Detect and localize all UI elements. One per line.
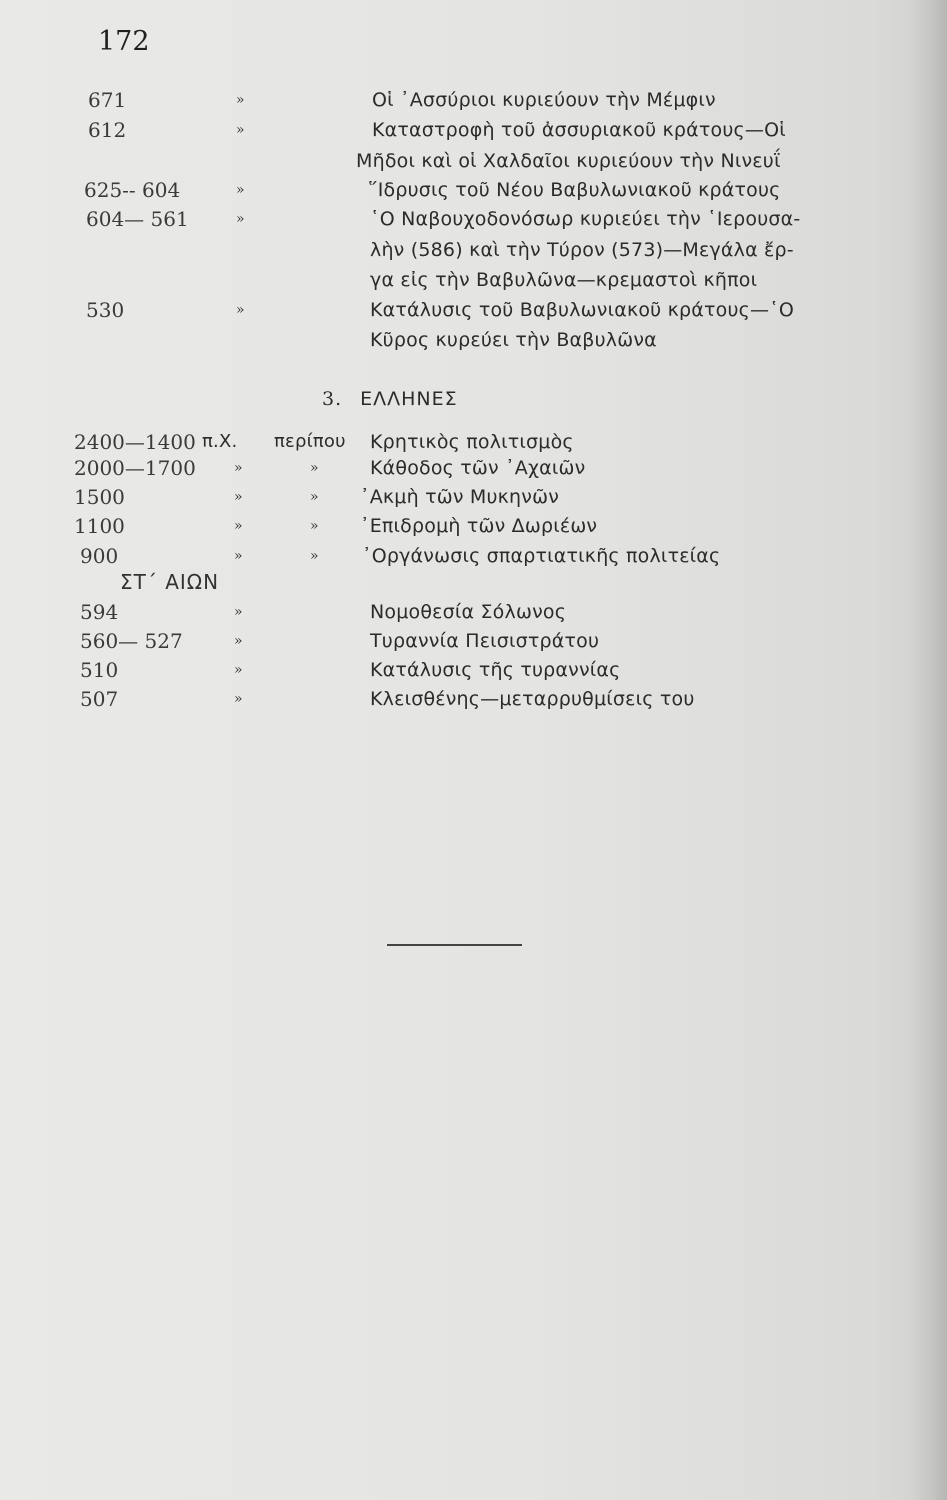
ditto-mark: » [310, 518, 319, 534]
entry-text: Κλεισθένης—μεταρρυθμίσεις του [370, 688, 695, 710]
entry-date: 1500 [74, 485, 125, 509]
ditto-mark: » [236, 302, 245, 318]
entry-text: Τυραννία Πεισιστράτου [370, 630, 600, 652]
timeline-entry [0, 118, 947, 148]
entry-continuation [0, 328, 947, 358]
entry-date: 510 [80, 658, 119, 682]
ditto-mark: » [234, 662, 243, 678]
timeline-entry [0, 207, 947, 237]
end-rule-divider [387, 944, 522, 946]
entry-text: ᾿Οργάνωσις σπαρτιατικῆς πολιτείας [362, 545, 721, 567]
ditto-mark: » [310, 548, 319, 564]
section-heading [322, 388, 458, 410]
timeline-entry [0, 298, 947, 328]
entry-text: Κατάλυσις τῆς τυραννίας [370, 659, 621, 681]
section-number: 3. [322, 388, 343, 410]
section-title: ΕΛΛΗΝΕΣ [360, 388, 458, 410]
entry-date: 1100 [74, 514, 125, 538]
entry-text: Κατάλυσις τοῦ Βαβυλωνιακοῦ κράτους—῾Ο [370, 299, 795, 321]
entry-text: Κρητικὸς πολιτισμὸς [370, 431, 574, 453]
entry-text: Νομοθεσία Σόλωνος [370, 601, 567, 623]
ditto-mark: » [234, 489, 243, 505]
ditto-mark: » [236, 211, 245, 227]
timeline-entry [0, 514, 947, 544]
entry-text: Καταστροφὴ τοῦ ἀσσυριακοῦ κράτους—Οἱ [372, 119, 786, 141]
timeline-entry [0, 658, 947, 688]
ditto-mark: » [234, 691, 243, 707]
entry-text: γα εἰς τὴν Βαβυλῶνα—κρεμαστοὶ κῆποι [370, 269, 758, 291]
entry-text: ᾿Επιδρομὴ τῶν Δωριέων [360, 515, 598, 537]
entry-text: λὴν (586) καὶ τὴν Τύρον (573)—Μεγάλα ἔρ- [370, 239, 794, 261]
entry-date: 671 [88, 88, 127, 112]
entry-date: 604— 561 [86, 207, 189, 231]
entry-continuation [0, 238, 947, 268]
ditto-mark: » [234, 460, 243, 476]
timeline-entry [0, 485, 947, 515]
entry-text: ῞Ιδρυσις τοῦ Νέου Βαβυλωνιακοῦ κράτους [368, 179, 781, 201]
timeline-entry [0, 88, 947, 118]
entry-text: ᾿Ακμὴ τῶν Μυκηνῶν [360, 486, 560, 508]
entry-date: 507 [80, 687, 119, 711]
ditto-mark: » [234, 518, 243, 534]
entry-date: 530 [86, 298, 125, 322]
entry-continuation [0, 149, 947, 179]
ditto-mark: » [234, 633, 243, 649]
timeline-entry [0, 178, 947, 208]
timeline-entry [0, 456, 947, 486]
timeline-entry [0, 600, 947, 630]
entry-text: ῾Ο Ναβουχοδονόσωρ κυριεύει τὴν ῾Ιερουσα- [370, 208, 801, 230]
century-label: ΣΤ΄ ΑΙΩΝ [120, 570, 220, 594]
entry-text: Οἱ ᾿Ασσύριοι κυριεύουν τὴν Μέμφιν [372, 89, 716, 111]
timeline-entry [0, 687, 947, 717]
page-number: 172 [98, 26, 150, 57]
entry-text: Κάθοδος τῶν ᾿Αχαιῶν [370, 457, 586, 479]
entry-continuation [0, 268, 947, 298]
entry-date: 900 [80, 544, 119, 568]
ditto-mark: » [236, 182, 245, 198]
entry-date: 625-- 604 [84, 178, 181, 202]
entry-approx: περίπου [274, 431, 346, 452]
timeline-entry [0, 629, 947, 659]
entry-date: 612 [88, 118, 127, 142]
ditto-mark: » [234, 548, 243, 564]
entry-date: 560— 527 [80, 629, 183, 653]
entry-date: 594 [80, 600, 119, 624]
ditto-mark: » [310, 460, 319, 476]
entry-date: 2000—1700 [74, 456, 196, 480]
entry-text: Κῦρος κυρεύει τὴν Βαβυλῶνα [370, 329, 657, 351]
ditto-mark: » [236, 122, 245, 138]
ditto-mark: » [310, 489, 319, 505]
ditto-mark: » [234, 604, 243, 620]
ditto-mark: » [236, 92, 245, 108]
entry-date: 2400—1400 [74, 430, 196, 454]
entry-text: Μῆδοι καὶ οἱ Χαλδαῖοι κυριεύουν τὴν Νινευΐ [356, 150, 781, 172]
entry-era: π.Χ. [202, 431, 238, 452]
